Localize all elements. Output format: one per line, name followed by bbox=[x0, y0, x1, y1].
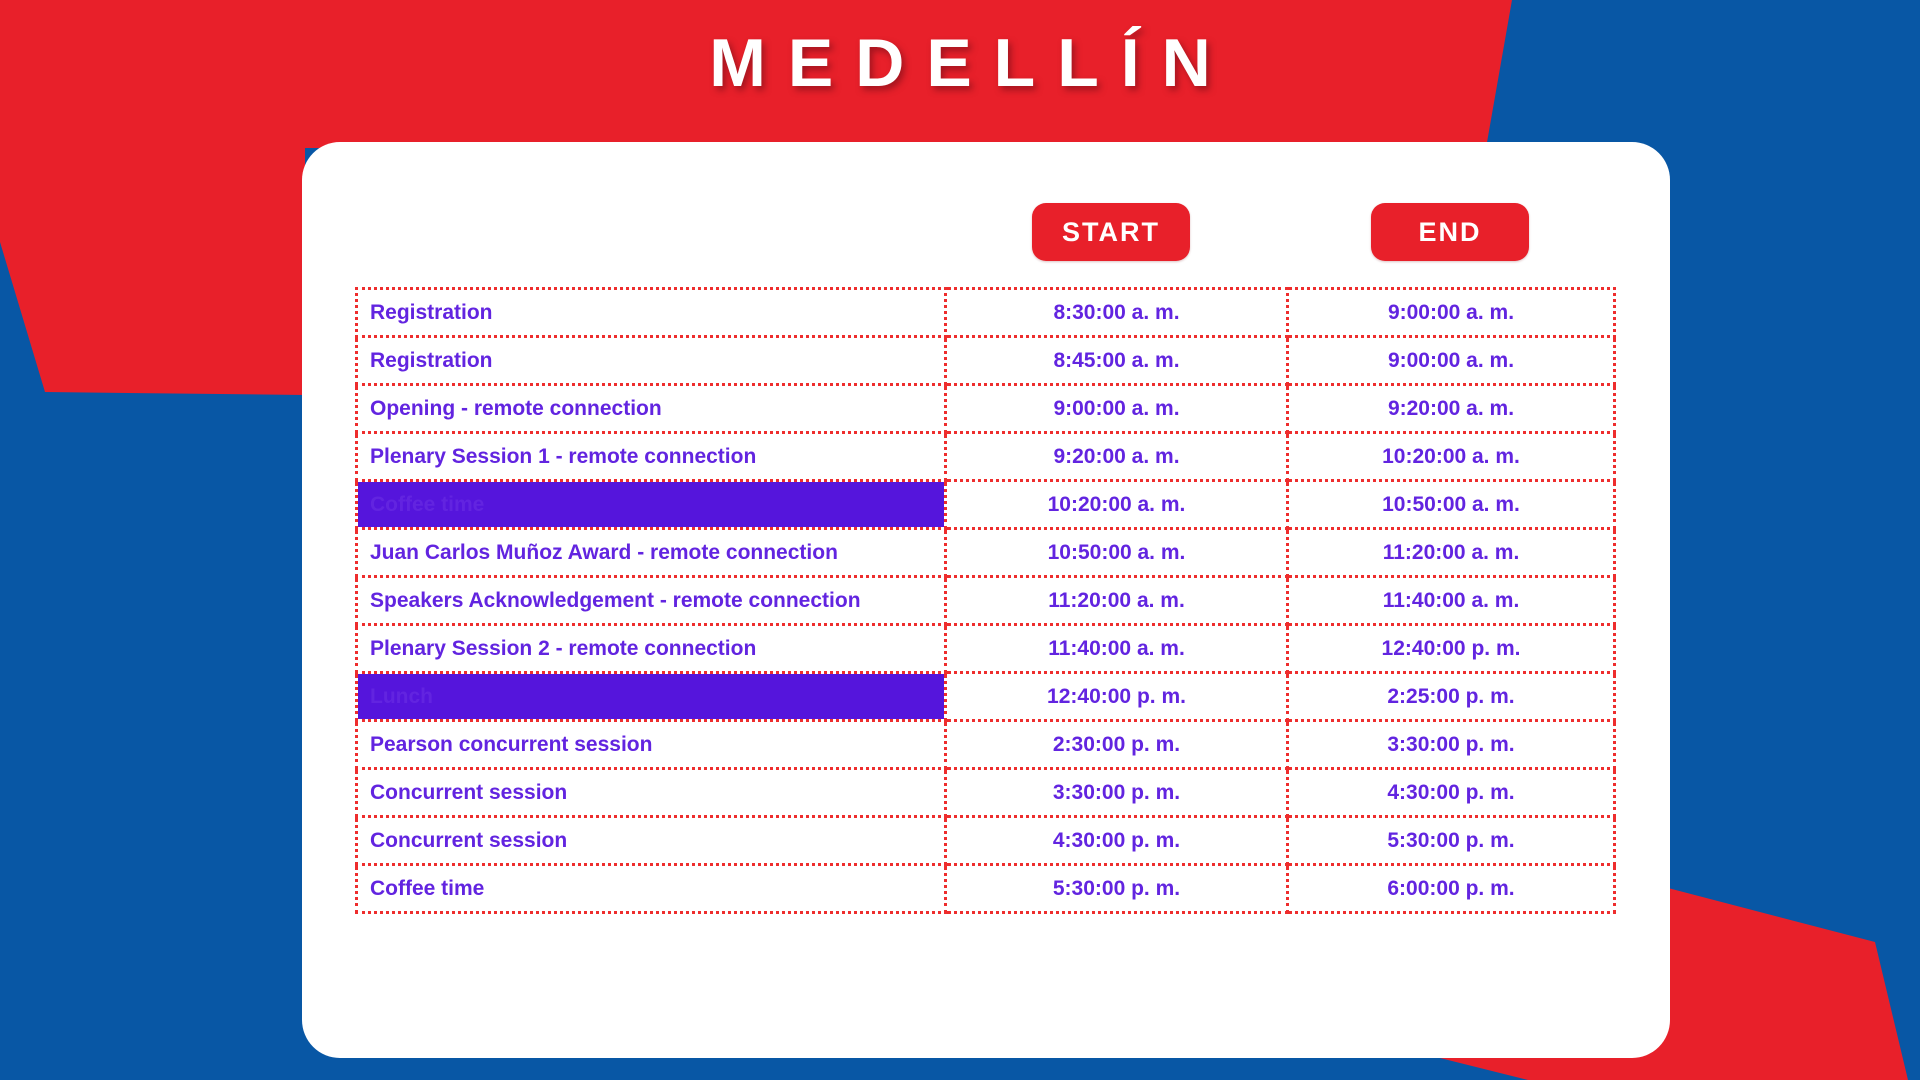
table-row-highlighted bbox=[357, 673, 1615, 721]
end-time-cell: 10:50:00 a. m. bbox=[1288, 481, 1615, 529]
start-column-header-badge: START bbox=[1032, 203, 1190, 261]
end-time-cell: 12:40:00 p. m. bbox=[1288, 625, 1615, 673]
table-row bbox=[357, 625, 1615, 673]
schedule-table bbox=[355, 287, 1616, 914]
event-cell: Coffee time bbox=[357, 481, 946, 529]
event-cell: Registration bbox=[357, 337, 946, 385]
start-time-cell: 10:50:00 a. m. bbox=[946, 529, 1288, 577]
table-row bbox=[357, 769, 1615, 817]
event-cell: Plenary Session 1 - remote connection bbox=[357, 433, 946, 481]
end-time-cell: 5:30:00 p. m. bbox=[1288, 817, 1615, 865]
start-time-cell: 8:30:00 a. m. bbox=[946, 289, 1288, 337]
table-row bbox=[357, 529, 1615, 577]
table-row bbox=[357, 721, 1615, 769]
start-time-cell: 5:30:00 p. m. bbox=[946, 865, 1288, 913]
start-time-cell: 9:20:00 a. m. bbox=[946, 433, 1288, 481]
start-time-cell: 10:20:00 a. m. bbox=[946, 481, 1288, 529]
event-cell: Coffee time bbox=[357, 865, 946, 913]
event-cell: Plenary Session 2 - remote connection bbox=[357, 625, 946, 673]
table-row bbox=[357, 817, 1615, 865]
table-row bbox=[357, 289, 1615, 337]
event-cell: Concurrent session bbox=[357, 817, 946, 865]
table-row bbox=[357, 337, 1615, 385]
end-time-cell: 9:00:00 a. m. bbox=[1288, 337, 1615, 385]
start-time-cell: 9:00:00 a. m. bbox=[946, 385, 1288, 433]
start-time-cell: 12:40:00 p. m. bbox=[946, 673, 1288, 721]
event-cell: Lunch bbox=[357, 673, 946, 721]
table-row bbox=[357, 577, 1615, 625]
start-time-cell: 8:45:00 a. m. bbox=[946, 337, 1288, 385]
end-column-header-badge: END bbox=[1371, 203, 1529, 261]
end-time-cell: 9:20:00 a. m. bbox=[1288, 385, 1615, 433]
event-cell: Concurrent session bbox=[357, 769, 946, 817]
end-time-cell: 2:25:00 p. m. bbox=[1288, 673, 1615, 721]
start-time-cell: 11:20:00 a. m. bbox=[946, 577, 1288, 625]
end-time-cell: 3:30:00 p. m. bbox=[1288, 721, 1615, 769]
end-time-cell: 6:00:00 p. m. bbox=[1288, 865, 1615, 913]
end-time-cell: 4:30:00 p. m. bbox=[1288, 769, 1615, 817]
event-cell: Registration bbox=[357, 289, 946, 337]
start-time-cell: 11:40:00 a. m. bbox=[946, 625, 1288, 673]
event-cell: Pearson concurrent session bbox=[357, 721, 946, 769]
event-cell: Speakers Acknowledgement - remote connection bbox=[357, 577, 946, 625]
page-title: MEDELLÍN bbox=[709, 25, 1233, 101]
end-time-cell: 11:20:00 a. m. bbox=[1288, 529, 1615, 577]
table-row bbox=[357, 385, 1615, 433]
start-time-cell: 3:30:00 p. m. bbox=[946, 769, 1288, 817]
end-time-cell: 9:00:00 a. m. bbox=[1288, 289, 1615, 337]
event-cell: Juan Carlos Muñoz Award - remote connection bbox=[357, 529, 946, 577]
end-time-cell: 11:40:00 a. m. bbox=[1288, 577, 1615, 625]
start-time-cell: 2:30:00 p. m. bbox=[946, 721, 1288, 769]
table-row bbox=[357, 433, 1615, 481]
event-cell: Opening - remote connection bbox=[357, 385, 946, 433]
schedule-card bbox=[302, 142, 1670, 1058]
table-row bbox=[357, 865, 1615, 913]
end-time-cell: 10:20:00 a. m. bbox=[1288, 433, 1615, 481]
table-row-highlighted bbox=[357, 481, 1615, 529]
start-time-cell: 4:30:00 p. m. bbox=[946, 817, 1288, 865]
